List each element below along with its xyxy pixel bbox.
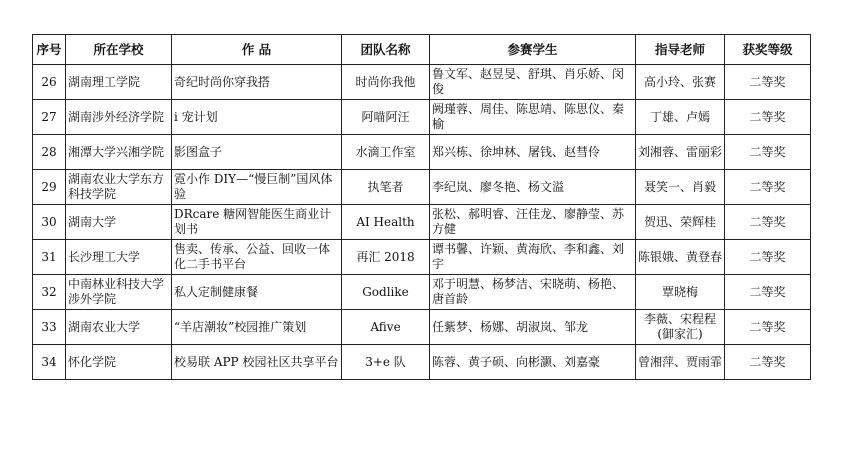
cell-school: 中南林业科技大学涉外学院: [66, 275, 172, 310]
header-work: 作 品: [172, 35, 342, 65]
cell-teachers: 曾湘萍、贾雨霏: [636, 345, 725, 380]
cell-students: 李纪岚、廖冬艳、杨文溢: [430, 170, 636, 205]
cell-students: 邓于明慧、杨梦洁、宋晓萌、杨艳、唐首龄: [430, 275, 636, 310]
cell-teachers: 聂笑一、肖毅: [636, 170, 725, 205]
cell-team: 执笔者: [342, 170, 430, 205]
table-row: [33, 100, 811, 135]
cell-award: 二等奖: [725, 65, 811, 100]
cell-teachers: 高小玲、张赛: [636, 65, 725, 100]
header-students: 参赛学生: [430, 35, 636, 65]
cell-teachers: 丁雄、卢嫣: [636, 100, 725, 135]
cell-work: “羊店潮妆”校园推广策划: [172, 310, 342, 345]
cell-school: 湖南农业大学: [66, 310, 172, 345]
award-table-container: [32, 34, 811, 380]
header-team: 团队名称: [342, 35, 430, 65]
cell-team: AI Health: [342, 205, 430, 240]
header-school: 所在学校: [66, 35, 172, 65]
table-row: [33, 275, 811, 310]
cell-teachers: 贺迅、荣辉桂: [636, 205, 725, 240]
cell-no: 28: [33, 135, 66, 170]
cell-work: 私人定制健康餐: [172, 275, 342, 310]
cell-students: 阙瑾蓉、周佳、陈思靖、陈思仪、秦榆: [430, 100, 636, 135]
cell-team: 3+e 队: [342, 345, 430, 380]
cell-school: 湖南农业大学东方科技学院: [66, 170, 172, 205]
cell-award: 二等奖: [725, 170, 811, 205]
cell-no: 26: [33, 65, 66, 100]
table-row: [33, 65, 811, 100]
table-row: [33, 205, 811, 240]
cell-no: 34: [33, 345, 66, 380]
cell-teachers: 陈银娥、黄登春: [636, 240, 725, 275]
cell-school: 湘潭大学兴湘学院: [66, 135, 172, 170]
cell-award: 二等奖: [725, 275, 811, 310]
cell-school: 长沙理工大学: [66, 240, 172, 275]
cell-teachers: 刘湘蓉、雷丽彩: [636, 135, 725, 170]
cell-school: 湖南理工学院: [66, 65, 172, 100]
cell-no: 30: [33, 205, 66, 240]
cell-school: 怀化学院: [66, 345, 172, 380]
cell-students: 任紫梦、杨娜、胡淑岚、邹龙: [430, 310, 636, 345]
cell-students: 陈蓉、黄子硕、向彬灏、刘嘉豪: [430, 345, 636, 380]
cell-team: 时尚你我他: [342, 65, 430, 100]
cell-no: 27: [33, 100, 66, 135]
cell-team: Godlike: [342, 275, 430, 310]
header-no: 序号: [33, 35, 66, 65]
cell-work: 校易联 APP 校园社区共享平台: [172, 345, 342, 380]
cell-students: 鲁文军、赵昱旻、舒琪、肖乐娇、闵俊: [430, 65, 636, 100]
table-row: [33, 135, 811, 170]
cell-school: 湖南大学: [66, 205, 172, 240]
table-header-row: [33, 35, 811, 65]
table-row: [33, 170, 811, 205]
cell-no: 32: [33, 275, 66, 310]
cell-students: 张松、郝明睿、汪佳龙、廖静莹、苏方健: [430, 205, 636, 240]
cell-award: 二等奖: [725, 100, 811, 135]
cell-no: 29: [33, 170, 66, 205]
cell-no: 33: [33, 310, 66, 345]
cell-work: 影图盒子: [172, 135, 342, 170]
cell-school: 湖南涉外经济学院: [66, 100, 172, 135]
cell-work: i 宠计划: [172, 100, 342, 135]
cell-teachers: 覃晓梅: [636, 275, 725, 310]
cell-work: 奇纪时尚你穿我搭: [172, 65, 342, 100]
cell-team: Afive: [342, 310, 430, 345]
header-award: 获奖等级: [725, 35, 811, 65]
cell-work: DRcare 糖网智能医生商业计划书: [172, 205, 342, 240]
cell-teachers: 李薇、宋程程(御家汇): [636, 310, 725, 345]
cell-award: 二等奖: [725, 345, 811, 380]
header-teachers: 指导老师: [636, 35, 725, 65]
table-row: [33, 240, 811, 275]
cell-team: 再汇 2018: [342, 240, 430, 275]
cell-students: 郑兴栋、徐坤林、屠钱、赵彗伶: [430, 135, 636, 170]
cell-award: 二等奖: [725, 310, 811, 345]
cell-award: 二等奖: [725, 240, 811, 275]
award-table: [32, 34, 811, 380]
cell-team: 阿喵阿汪: [342, 100, 430, 135]
cell-work: 售卖、传承、公益、回收一体化二手书平台: [172, 240, 342, 275]
table-row: [33, 310, 811, 345]
cell-no: 31: [33, 240, 66, 275]
cell-work: 霓小作 DIY—“慢巨制”国风体验: [172, 170, 342, 205]
cell-award: 二等奖: [725, 135, 811, 170]
cell-award: 二等奖: [725, 205, 811, 240]
table-row: [33, 345, 811, 380]
cell-team: 水滴工作室: [342, 135, 430, 170]
cell-students: 谭书馨、许颖、黄海欣、李和鑫、刘宇: [430, 240, 636, 275]
